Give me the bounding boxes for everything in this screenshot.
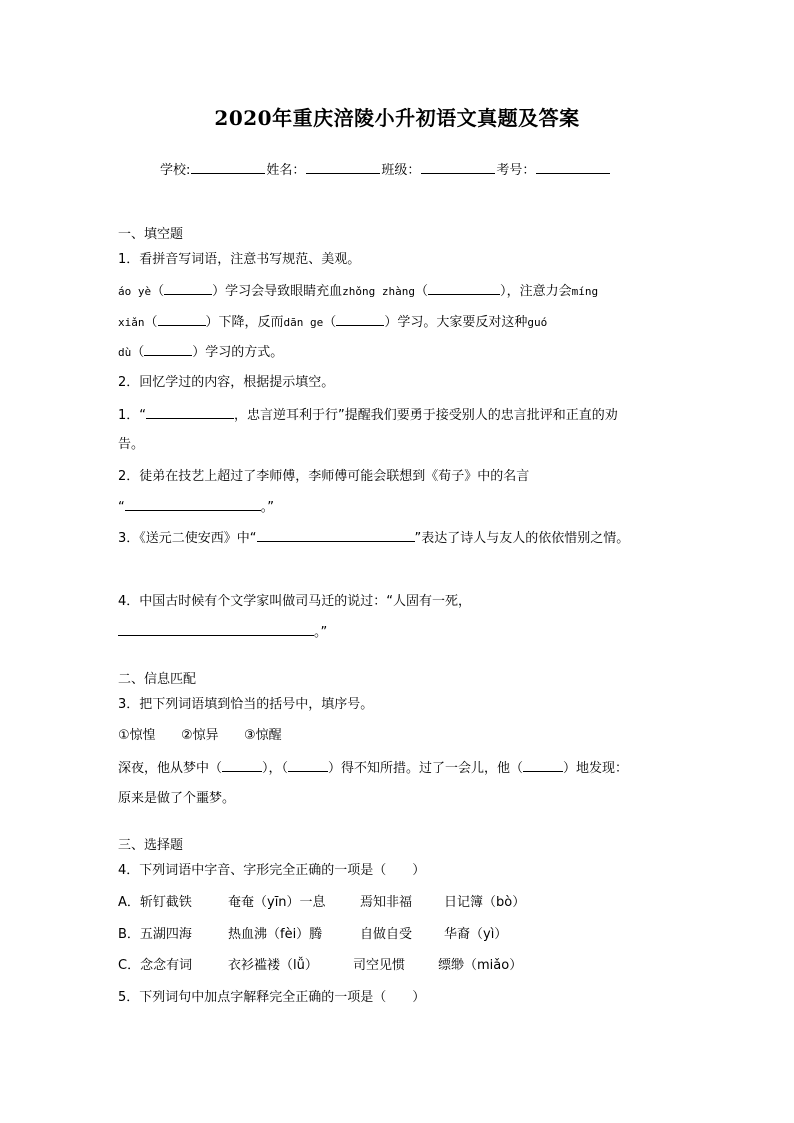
exam-number-label: 考号： (496, 163, 536, 178)
question-2-sub-1 (118, 405, 618, 426)
pinyin: dān ge (283, 316, 324, 329)
question-3-sentence-cont: 原来是做了个噩梦。 (118, 791, 236, 806)
question-4-option-c[interactable] (118, 956, 522, 976)
answer-blank[interactable] (222, 758, 262, 772)
option-word: 焉知非福 (360, 895, 413, 910)
question-2-sub-2-blank-line (118, 497, 274, 518)
option-word: 缥缈（miǎo） (438, 958, 523, 973)
question-4-option-b[interactable] (118, 925, 507, 945)
question-2-sub-4-blank-line (118, 622, 327, 643)
option-word: 华裔（yì） (444, 927, 508, 942)
sub-question-text: ”表达了诗人与友人的依依惜别之情。 (414, 531, 630, 546)
answer-blank[interactable] (164, 281, 212, 295)
close-quote: 。” (314, 625, 328, 640)
sentence-text: 学习。大家要反对这种 (397, 315, 528, 330)
exam-number-blank[interactable] (536, 160, 610, 174)
class-label: 班级： (381, 163, 421, 178)
option-label: B．五湖四海 (118, 927, 192, 942)
sentence-text: 深夜，他从梦中（ (118, 761, 223, 776)
section-heading-fill-blank: 一、填空题 (118, 227, 184, 242)
sentence-text: ）得不知所措。过了一会儿，他（ (328, 761, 524, 776)
question-3-options (118, 726, 282, 746)
answer-blank[interactable] (257, 528, 415, 542)
pinyin: xiǎn (118, 316, 145, 329)
answer-blank[interactable] (428, 281, 500, 295)
pinyin: míng (571, 285, 599, 298)
option-word: 自做自受 (360, 927, 413, 942)
close-quote: 。” (260, 500, 274, 515)
question-1-stem: 1．看拼音写词语，注意书写规范、美观。 (118, 252, 361, 267)
question-2-sub-3 (118, 528, 629, 549)
answer-blank[interactable] (158, 312, 206, 326)
option-1: ①惊惶 (118, 728, 156, 743)
answer-blank[interactable] (144, 342, 192, 356)
pinyin: guó (527, 316, 548, 329)
school-label: 学校: (160, 163, 191, 178)
option-word: 衣衫褴褛（lǚ） (228, 958, 318, 973)
option-2: ②惊异 (181, 728, 219, 743)
question-3-sentence (118, 758, 628, 779)
question-4-option-a[interactable] (118, 893, 525, 913)
option-word: 日记簿（bò） (444, 895, 526, 910)
question-5-stem: 5．下列词句中加点字解释完全正确的一项是（ ） (118, 990, 426, 1005)
question-2-stem: 2．回忆学过的内容，根据提示填空。 (118, 375, 335, 390)
question-2-sub-1-cont: 告。 (118, 437, 145, 452)
sub-question-text: ，忠言逆耳利于行”提醒我们要勇于接受别人的忠言批评和正直的劝 (234, 408, 618, 423)
student-info-row (160, 160, 611, 181)
option-word: 热血沸（fèi）腾 (228, 927, 323, 942)
question-1-line-2: xiǎn（ ）下降，反而dān ge（ ）学习。大家要反对这种guó (118, 312, 547, 333)
class-blank[interactable] (421, 160, 495, 174)
pinyin: dù (118, 346, 132, 359)
option-word: 司空见惯 (353, 958, 406, 973)
sub-question-prefix: 3．《送元二使安西》中“ (118, 531, 257, 546)
question-3-stem: 3．把下列词语填到恰当的括号中，填序号。 (118, 697, 374, 712)
question-1-line-3: dù（ ）学习的方式。 (118, 342, 283, 363)
sentence-text: ），（ (262, 761, 289, 776)
answer-blank[interactable] (125, 497, 261, 511)
answer-blank[interactable] (523, 758, 563, 772)
sentence-text: 下降，反而 (218, 315, 284, 330)
document-title: 2020年重庆涪陵小升初语文真题及答案 (214, 106, 580, 130)
sentence-text: 学习的方式。 (205, 345, 284, 360)
pinyin: áo yè (118, 285, 152, 298)
question-2-sub-2: 2．徒弟在技艺上超过了李师傅，李师傅可能会联想到《荀子》中的名言 (118, 469, 530, 484)
answer-blank[interactable] (288, 758, 328, 772)
name-blank[interactable] (306, 160, 380, 174)
option-3: ③惊醒 (244, 728, 282, 743)
option-word: 奄奄（yīn）一息 (228, 895, 326, 910)
answer-blank[interactable] (146, 405, 234, 419)
sub-question-prefix: 1．“ (118, 408, 147, 423)
section-heading-matching: 二、信息匹配 (118, 672, 197, 687)
school-blank[interactable] (191, 160, 265, 174)
open-quote: “ (118, 500, 125, 515)
sentence-text: 学习会导致眼睛充血 (225, 284, 343, 299)
pinyin: zhǒng zhàng (342, 285, 416, 298)
sentence-text: ）地发现： (563, 761, 629, 776)
option-label: C．念念有词 (118, 958, 193, 973)
question-1-line-1: áo yè（ ）学习会导致眼睛充血zhǒng zhàng（ ），注意力会míng (118, 281, 598, 302)
sentence-text: ，注意力会 (506, 284, 572, 299)
answer-blank[interactable] (336, 312, 384, 326)
question-4-stem: 4．下列词语中字音、字形完全正确的一项是（ ） (118, 863, 426, 878)
name-label: 姓名： (266, 163, 306, 178)
answer-blank[interactable] (118, 622, 314, 636)
question-2-sub-4: 4．中国古时候有个文学家叫做司马迁的说过：“人固有一死， (118, 594, 472, 609)
option-label: A．斩钉截铁 (118, 895, 192, 910)
section-heading-multiple-choice: 三、选择题 (118, 838, 184, 853)
